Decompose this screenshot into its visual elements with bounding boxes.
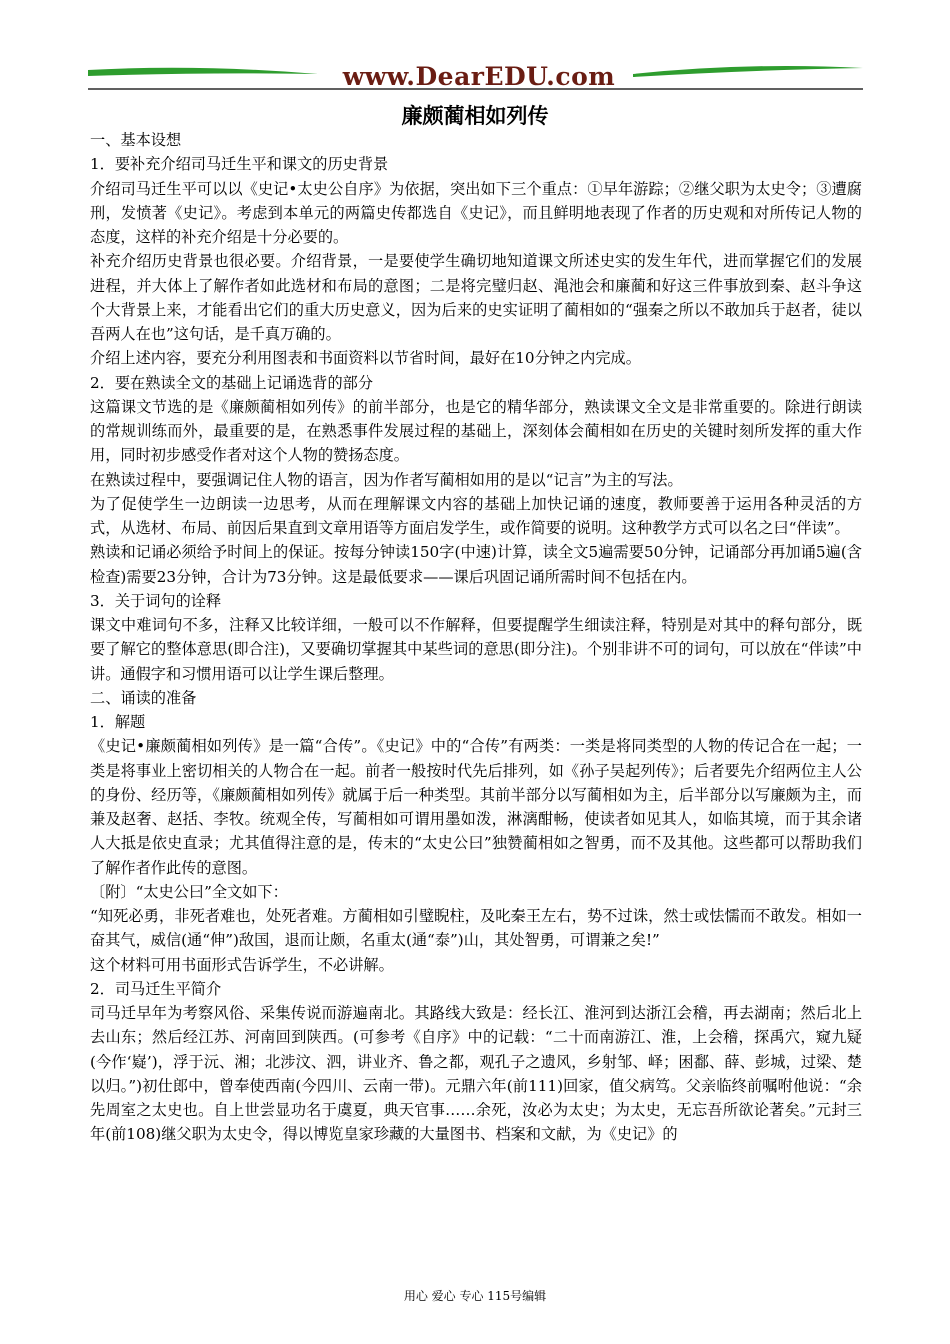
paragraph: 司马迁早年为考察风俗、采集传说而游遍南北。其路线大致是：经长江、淮河到达浙江会稽，再去湖南；然后北上去山东；然后经江苏、河南回到陕西。(可参考《自序》中的记载：“二十而南游江、淮，上会稽，探禹穴，窥九疑(今作‘嶷’)，浮于沅、湘；北涉汶、泗，讲业齐、鲁之都，观孔子之遗风，乡射邹、峄；困鄱、薛、彭城，过梁、楚以归。”)初仕郎中，曾奉使西南(今四川、云南一带)。元鼎六年(前111)回家，值父病笃。父亲临终前嘱咐他说：“余先周室之太史也。自上世尝显功名于虞夏，典天官事……余死，汝必为太史；为太史，无忘吾所欲论著矣。”元封三年(前108)继父职为太史令，得以博览皇家珍藏的大量图书、档案和文献，为《史记》的 <box>90 1004 862 1144</box>
paragraph: 这个材料可用书面形式告诉学生，不必讲解。 <box>90 955 394 974</box>
paragraph: 《史记•廉颇蔺相如列传》是一篇“合传”。《史记》中的“合传”有两类：一类是将同类型的人物的传记合在一起；一类是将事业上密切相关的人物合在一起。前者一般按时代先后排列，如《孙子吴起列传》；后者要先介绍两位主人公的身份、经历等，《廉颇蔺相如列传》就属于后一种类型。其前半部分以写蔺相如为主，后半部分以写廉颇为主，而兼及赵奢、赵括、李牧。统观全传，写蔺相如可谓用墨如泼，淋漓酣畅，使读者如见其人，如临其境，而于其余诸人大抵是依史直录；尤其值得注意的是，传末的“太史公曰”独赞蔺相如之智勇，而不及其他。这些都可以帮助我们了解作者作此传的意图。 <box>90 737 862 877</box>
paragraph: “知死必勇，非死者难也，处死者难。方蔺相如引璧睨柱，及叱秦王左右，势不过诛，然士或怯懦而不敢发。相如一奋其气，威信(通“伸”)敌国，退而让颇，名重太(通“泰”)山，其处智勇，可谓兼之矣!” <box>90 907 862 950</box>
paragraph: 一、基本设想 <box>90 131 182 149</box>
paragraph: 〔附〕“太史公曰”全文如下： <box>90 882 288 901</box>
paragraph: 课文中难词句不多，注释又比较详细，一般可以不作解释，但要提醒学生细读注释，特别是对其中的释句部分，既要了解它的整体意思(即合注)，又要确切掌握其中某些词的意思(即分注)。个别非讲不可的词句，可以放在“伴读”中讲。通假字和习惯用语可以让学生课后整理。 <box>90 616 862 683</box>
paragraph: 3．关于词句的诠释 <box>90 591 222 610</box>
paragraph: 为了促使学生一边朗读一边思考，从而在理解课文内容的基础上加快记诵的速度，教师要善于运用各种灵活的方式，从选材、布局、前因后果直到文章用语等方面启发学生，或作简要的说明。这种教学方式可以名之曰“伴读”。 <box>90 494 862 537</box>
page-footer: 用心 爱心 专心 115号编辑 <box>403 1289 547 1303</box>
site-header-banner <box>88 58 863 94</box>
paragraph: 这篇课文节选的是《廉颇蔺相如列传》的前半部分，也是它的精华部分，熟读课文全文是非常重要的。除进行朗读的常规训练而外，最重要的是，在熟悉事件发展过程的基础上，深刻体会蔺相如在历史的关键时刻所发挥的重大作用，同时初步感受作者对这个人物的赞扬态度。 <box>90 397 862 465</box>
paragraph: 二、诵读的准备 <box>90 688 197 707</box>
paragraph: 2．司马迁生平简介 <box>90 979 222 998</box>
paragraph: 介绍司马迁生平可以以《史记•太史公自序》为依据，突出如下三个重点：①早年游踪；②继父职为太史令；③遭腐刑，发愤著《史记》。考虑到本单元的两篇史传都选自《史记》，而且鲜明地表现了作者的历史观和对所传记人物的态度，这样的补充介绍是十分必要的。 <box>90 179 862 246</box>
paragraph: 2．要在熟读全文的基础上记诵选背的部分 <box>90 373 374 392</box>
paragraph: 补充介绍历史背景也很必要。介绍背景，一是要使学生确切地知道课文所述史实的发生年代，进而掌握它们的发展进程，并大体上了解作者如此选材和布局的意图；二是将完璧归赵、渑池会和廉蔺和好这三件事放到秦、赵斗争这个大背景上来，才能看出它们的重大历史意义，因为后来的史实证明了蔺相如的“强秦之所以不敢加兵于赵者，徒以吾两人在也”这句话，是千真万确的。 <box>90 252 862 343</box>
page-title: 廉颇蔺相如列传 <box>401 104 549 128</box>
paragraph: 介绍上述内容，要充分利用图表和书面资料以节省时间，最好在10分钟之内完成。 <box>90 349 641 368</box>
paragraph: 1．要补充介绍司马迁生平和课文的历史背景 <box>90 155 389 174</box>
paragraph: 熟读和记诵必须给予时间上的保证。按每分钟读150字(中速)计算，读全文5遍需要50分钟，记诵部分再加诵5遍(含检查)需要23分钟，合计为73分钟。这是最低要求——课后巩固记诵所需时间不包括在内。 <box>90 543 862 586</box>
paragraph: 在熟读过程中，要强调记住人物的语言，因为作者写蔺相如用的是以“记言”为主的写法。 <box>90 470 683 489</box>
document-body <box>90 128 862 1147</box>
site-logo-text: www.DearEDU.com <box>342 62 616 91</box>
paragraph: 1．解题 <box>90 713 146 731</box>
